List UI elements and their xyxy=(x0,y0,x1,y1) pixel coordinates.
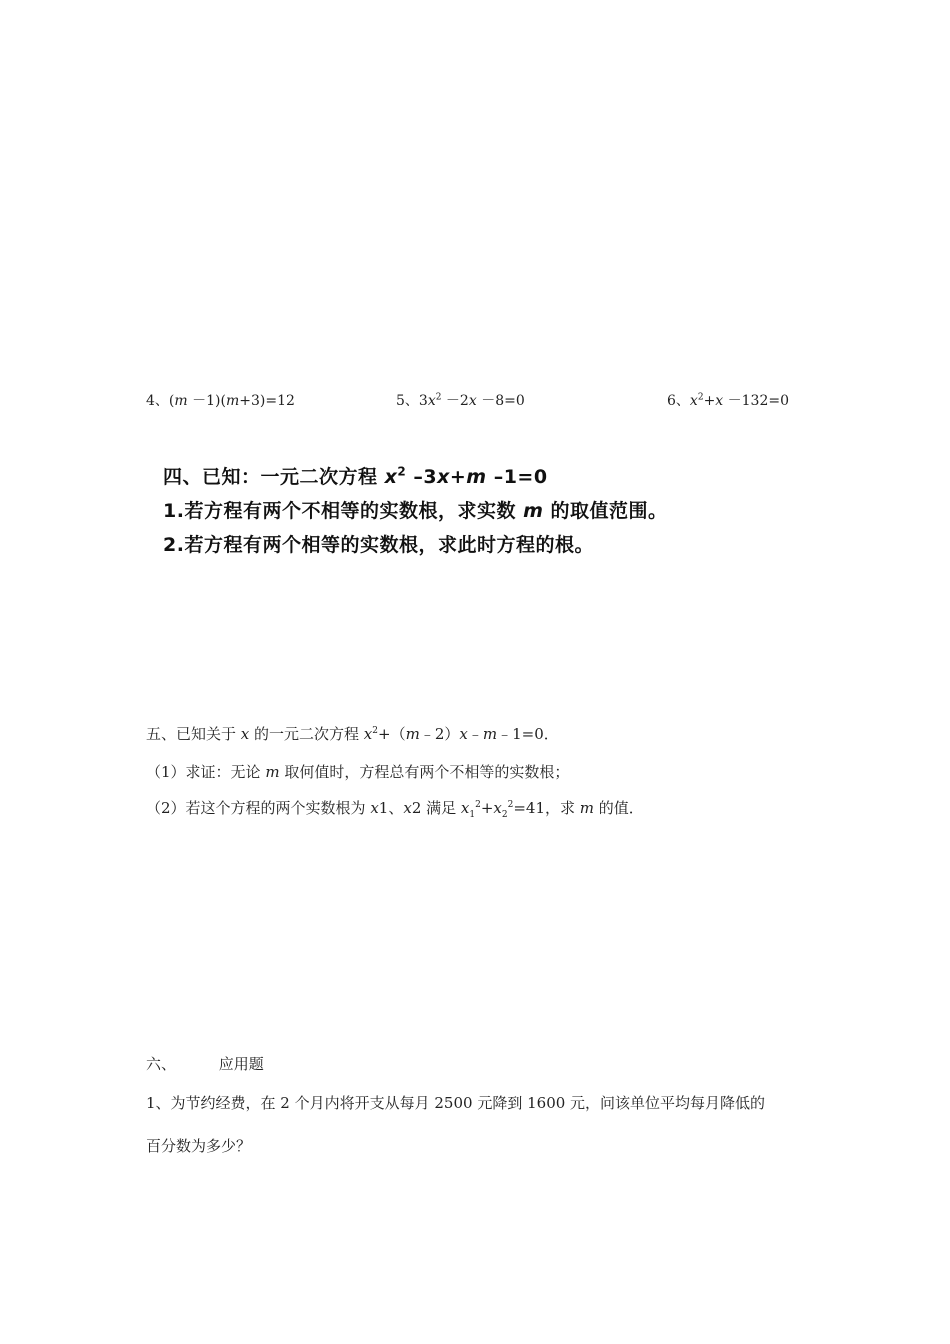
eq-number: 4、 xyxy=(146,393,169,409)
section5-var: x xyxy=(403,799,412,817)
section4-text: –3 xyxy=(406,466,438,488)
eq-exponent: 2 xyxy=(435,392,442,403)
section5-line2 xyxy=(146,761,569,782)
eq-var: x xyxy=(468,393,477,409)
section5-text: ﹣2） xyxy=(419,725,460,743)
section5-exponent: 2 xyxy=(372,726,378,736)
section5-var: x xyxy=(363,725,373,743)
section5-line3 xyxy=(146,797,644,820)
equation-6 xyxy=(667,390,789,410)
section4-text: 2.若方程有两个相等的实数根，求此时方程的根。 xyxy=(163,534,594,556)
eq-text: －132=0 xyxy=(723,393,790,409)
section4-text: 四、已知：一元二次方程 xyxy=(163,466,385,488)
section6-q1-line2 xyxy=(146,1135,251,1156)
section5-text: （2）若这个方程的两个实数根为 xyxy=(146,799,371,817)
section4-var: m xyxy=(466,466,487,488)
eq-var: m xyxy=(225,393,240,409)
eq-text: －8=0 xyxy=(476,393,525,409)
section6-heading xyxy=(146,1053,264,1074)
section5-text: 五、已知关于 xyxy=(146,725,241,743)
eq-number: 6、 xyxy=(667,393,690,409)
section4-text: 1.若方程有两个不相等的实数根，求实数 xyxy=(163,500,524,522)
eq-text: 3 xyxy=(418,393,428,409)
section5-var: m xyxy=(265,763,280,781)
section5-text: =41，求 xyxy=(513,799,580,817)
section5-var: x xyxy=(460,799,470,817)
section4-text: 的取值范围。 xyxy=(543,500,668,522)
section5-exponent: 2 xyxy=(475,800,481,810)
section5-var: x xyxy=(493,799,502,817)
section4-exponent: 2 xyxy=(397,464,407,479)
section5-exponent: 2 xyxy=(507,800,514,810)
section5-text: 1、 xyxy=(378,799,404,817)
section6-number: 六、 xyxy=(146,1055,177,1073)
eq-exponent: 2 xyxy=(697,392,704,403)
eq-var: m xyxy=(174,393,188,409)
section5-var: x xyxy=(459,725,468,743)
eq-text: －2 xyxy=(441,393,469,409)
eq-var: x xyxy=(427,393,436,409)
section5-subscript: 1 xyxy=(469,810,476,820)
question-text: 1、为节约经费，在 2 个月内将开支从每月 2500 元降到 1600 元，问该单位平均每月降低的 xyxy=(146,1094,766,1112)
section5-var: x xyxy=(240,725,250,743)
section5-text: 的一元二次方程 xyxy=(249,725,364,743)
section4-var: x xyxy=(437,466,450,488)
section5-text: + xyxy=(480,799,494,817)
eq-text: ( xyxy=(168,393,175,409)
section4-line3 xyxy=(163,530,594,557)
eq-text: +3)=12 xyxy=(239,393,295,409)
section5-text: ﹣1=0． xyxy=(497,725,559,743)
section5-subscript: 2 xyxy=(501,810,508,820)
section4-line1 xyxy=(163,462,548,489)
section5-var: m xyxy=(405,725,420,743)
question-text: 百分数为多少？ xyxy=(146,1137,252,1155)
section5-var: m xyxy=(482,725,498,743)
section5-text: +（ xyxy=(378,725,406,743)
section5-text: 的值． xyxy=(594,799,644,817)
section5-line1 xyxy=(146,723,559,744)
eq-text: －1)( xyxy=(187,393,226,409)
section6-title: 应用题 xyxy=(218,1055,264,1073)
section4-text: –1=0 xyxy=(486,466,548,488)
section5-text: （1）求证：无论 xyxy=(146,763,266,781)
section4-line2 xyxy=(163,496,668,523)
section5-text: 2 满足 xyxy=(411,799,461,817)
eq-var: x xyxy=(689,393,698,409)
section5-text: 取何值时，方程总有两个不相等的实数根； xyxy=(279,763,570,781)
section4-var: m xyxy=(523,500,544,522)
equation-5 xyxy=(396,390,525,410)
section5-var: m xyxy=(579,799,595,817)
eq-text: + xyxy=(703,393,716,409)
equation-4 xyxy=(146,390,295,410)
section4-var: x xyxy=(384,466,398,488)
section6-q1-line1 xyxy=(146,1092,765,1113)
section4-text: + xyxy=(449,466,467,488)
eq-number: 5、 xyxy=(396,393,419,409)
section5-var: x xyxy=(370,799,379,817)
eq-var: x xyxy=(715,393,724,409)
section5-text: ﹣ xyxy=(467,725,483,743)
